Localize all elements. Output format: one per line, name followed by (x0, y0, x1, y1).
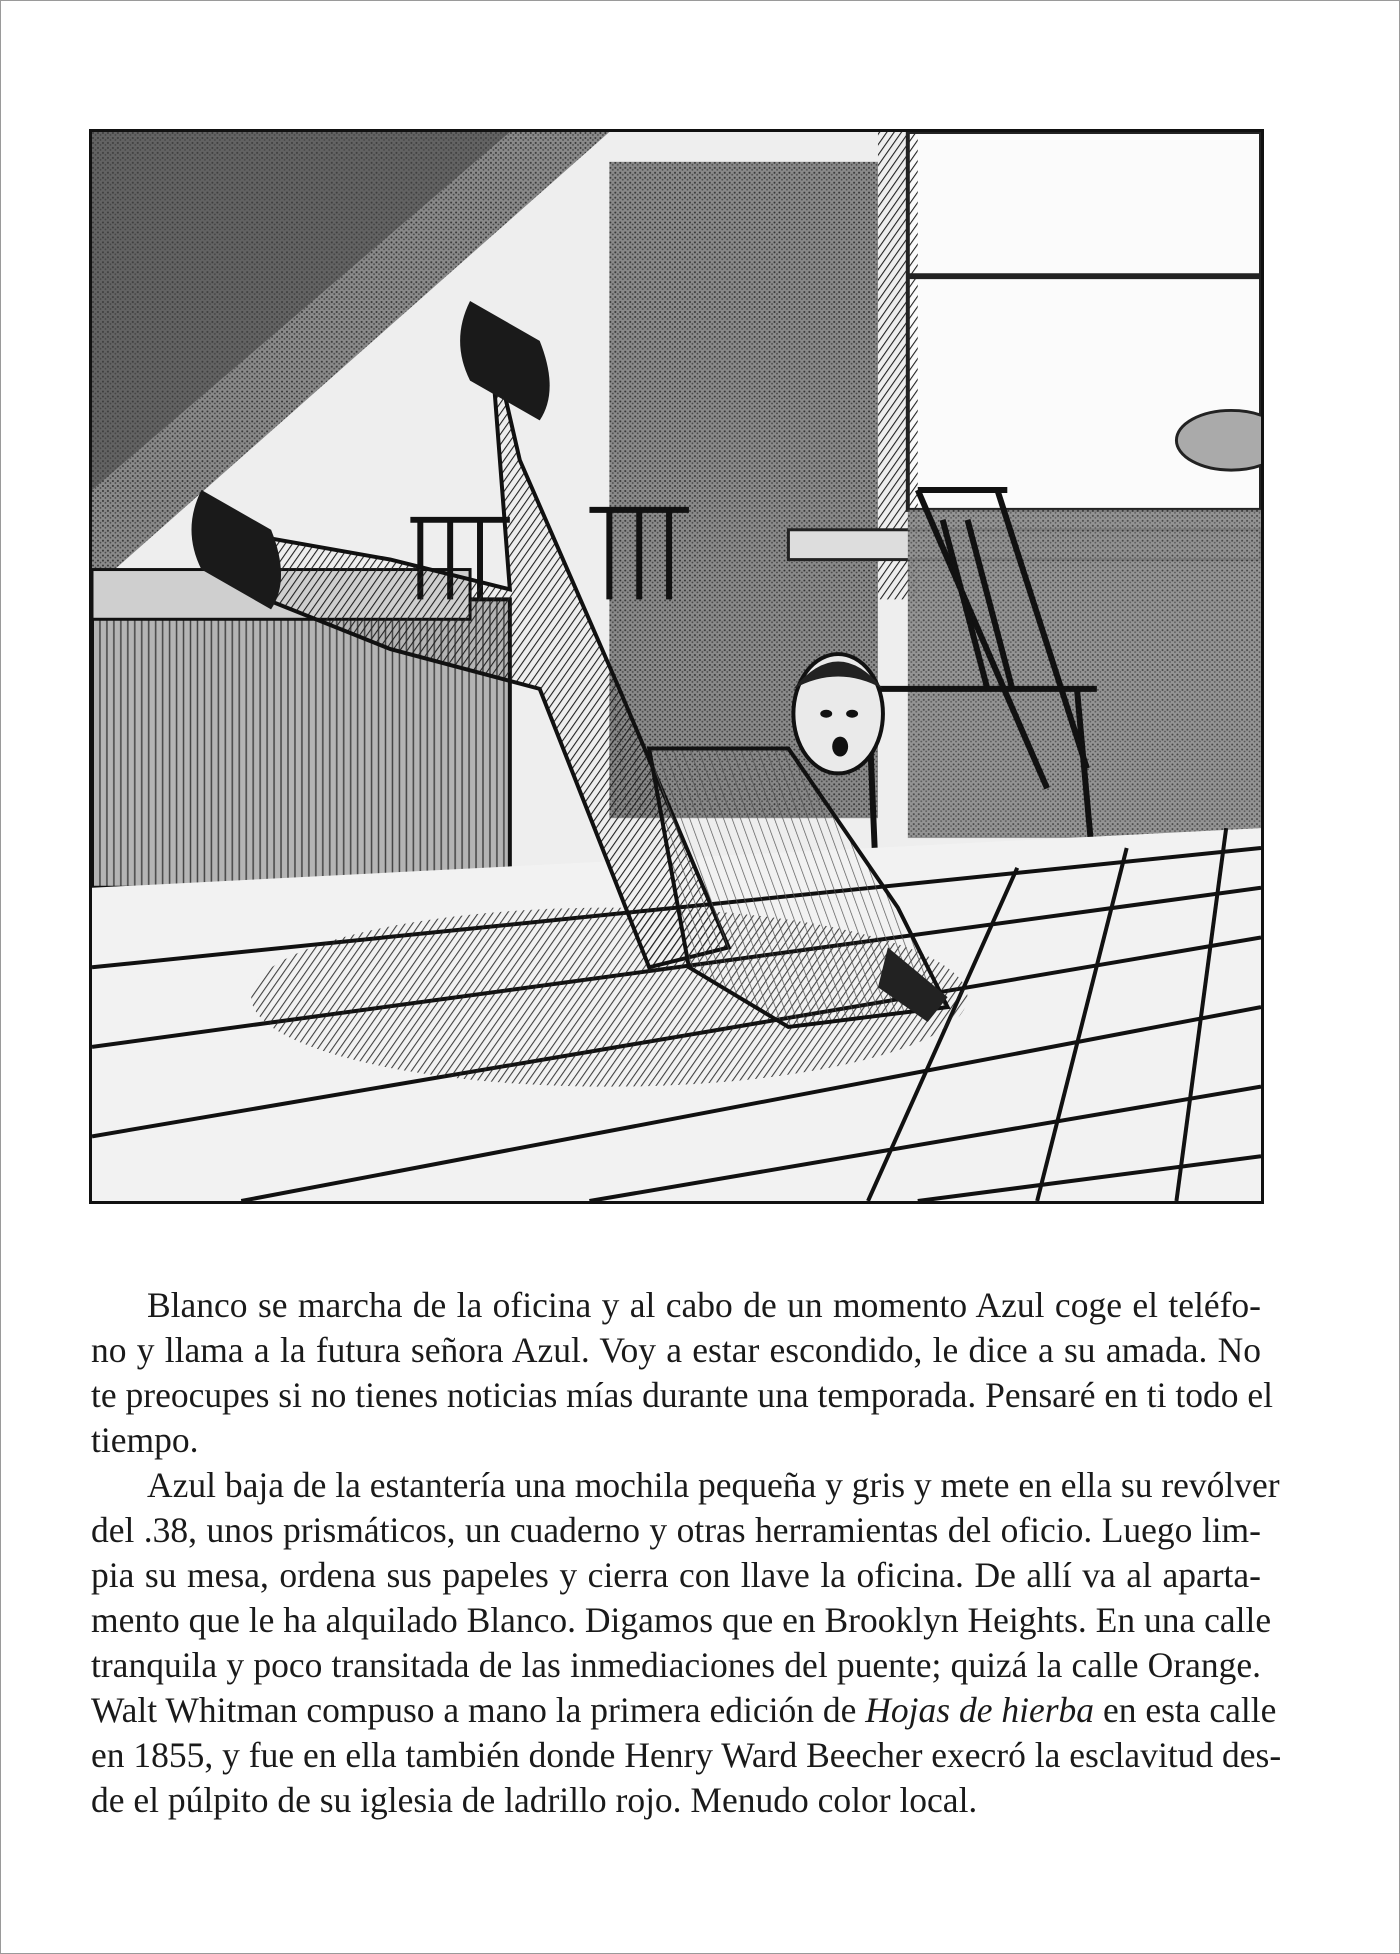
text-segment: en esta calle (1094, 1690, 1277, 1730)
text-line: te preocupes si no tienes noticias mías durante una temporada. Pensaré en ti todo el (91, 1375, 1273, 1415)
text-line: Azul baja de la estantería una mochila pequeña y gris y mete en ella su revólver (147, 1465, 1280, 1505)
text-line: pia su mesa, ordena sus papeles y cierra con llave la oficina. De allí va al aparta- (91, 1555, 1261, 1595)
text-line: en 1855, y fue en ella también donde Henry Ward Beecher execró la esclavitud des- (91, 1735, 1282, 1775)
illustration-drawing (92, 132, 1261, 1201)
body-text (91, 1283, 1282, 1823)
text-line: Blanco se marcha de la oficina y al cabo de un momento Azul coge el teléfo- (147, 1285, 1261, 1325)
book-title-italic: Hojas de hierba (865, 1690, 1095, 1730)
text-line (91, 1688, 1277, 1733)
text-line: tiempo. (91, 1420, 199, 1460)
text-line: no y llama a la futura señora Azul. Voy a estar escondido, le dice a su amada. No (91, 1330, 1261, 1370)
text-line: tranquila y poco transitada de las inmediaciones del puente; quizá la calle Orange. (91, 1645, 1261, 1685)
text-line: de el púlpito de su iglesia de ladrillo rojo. Menudo color local. (91, 1780, 978, 1820)
text-segment: Walt Whitman compuso a mano la primera edición de (91, 1690, 866, 1730)
illustration (89, 129, 1264, 1204)
text-line: del .38, unos prismáticos, un cuaderno y otras herramientas del oficio. Luego lim- (91, 1510, 1261, 1550)
text-line: mento que le ha alquilado Blanco. Digamos que en Brooklyn Heights. En una calle (91, 1600, 1272, 1640)
